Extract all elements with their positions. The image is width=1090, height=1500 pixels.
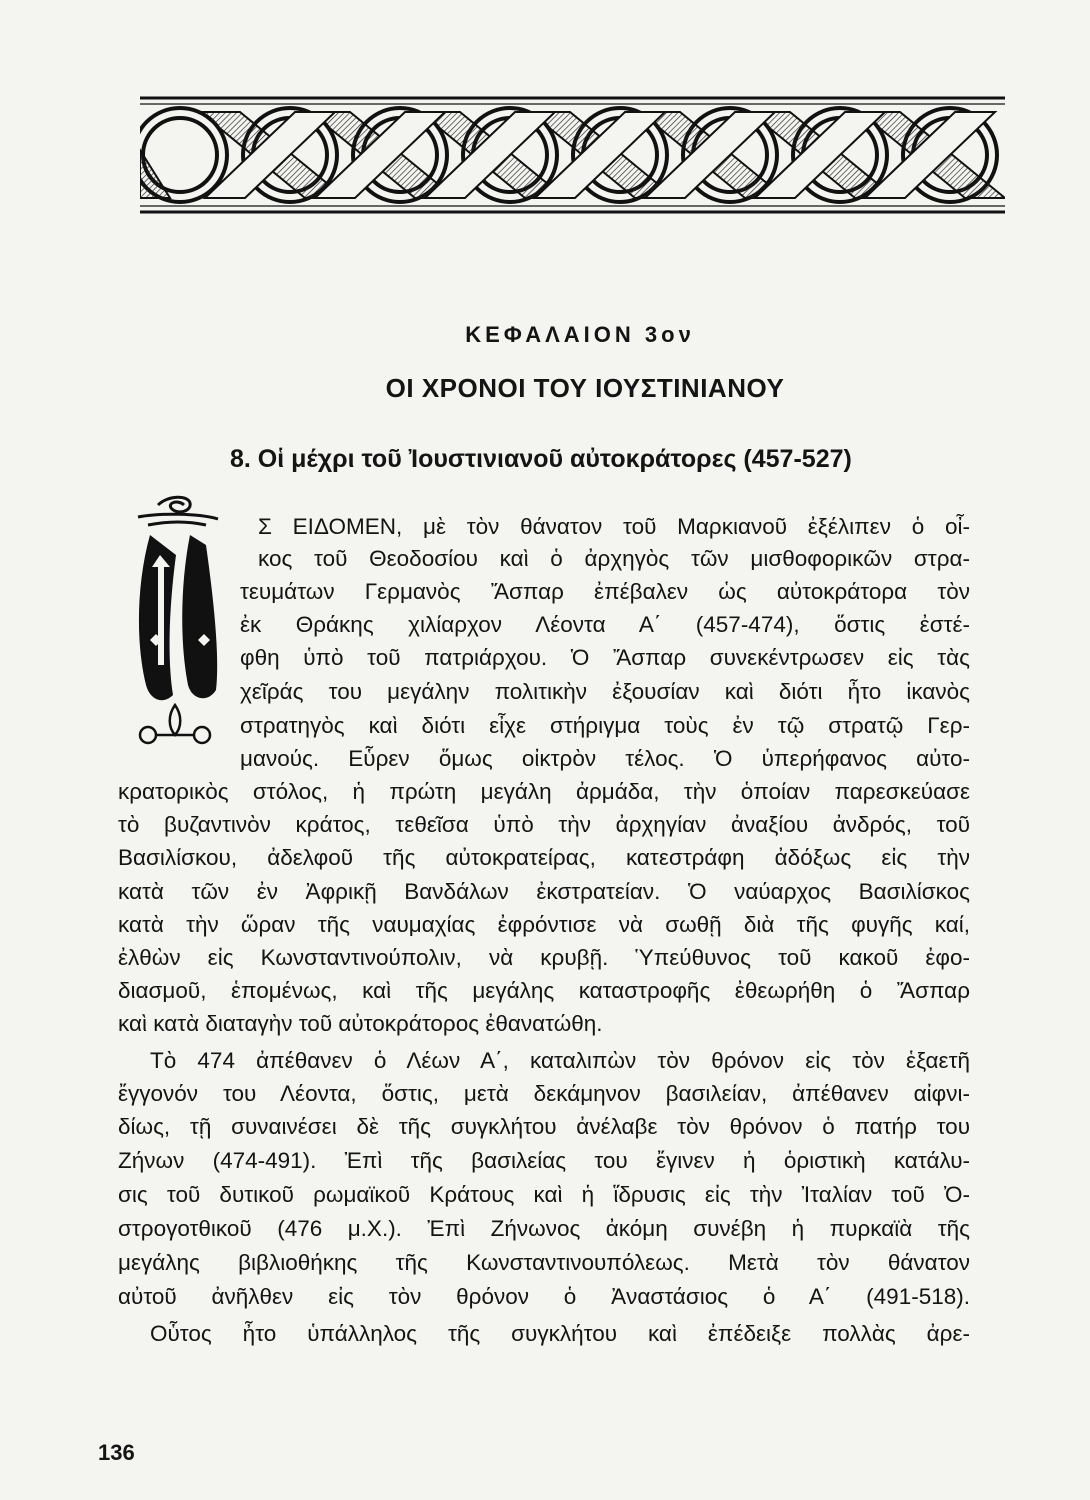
body-line: κατὰ τὴν ὥραν τῆς ναυμαχίας ἐφρόντισε νὰ σωθῇ διὰ τῆς φυγῆς καί, [118,912,970,937]
body-line: καὶ κατὰ διαταγὴν τοῦ αὐτοκράτορος ἐθανατώθη. [118,1011,603,1036]
interlace-border-ornament [140,90,1005,220]
body-line: ἐκ Θράκης χιλίαρχον Λέοντα Α΄ (457-474), ὅστις ἐστέ- [240,612,970,637]
body-line: Βασιλίσκου, ἀδελφοῦ τῆς αὐτοκρατείρας, κατεστράφη ἀδόξως εἰς τὴν [118,845,970,870]
decorative-initial-ornament [128,495,223,765]
body-line: Τὸ 474 ἀπέθανεν ὁ Λέων Α΄, καταλιπὼν τὸν θρόνον εἰς τὸν ἑξαετῆ [150,1048,970,1073]
body-line: μανούς. Εὗρεν ὅμως οἰκτρὸν τέλος. Ὁ ὑπερήφανος αὐτο- [240,746,970,771]
body-line: κατὰ τῶν ἐν Ἀφρικῇ Βανδάλων ἐκστρατείαν. Ὁ ναύαρχος Βασιλίσκος [118,879,970,904]
body-line: Σ ΕΙΔΟΜΕΝ, μὲ τὸν θάνατον τοῦ Μαρκιανοῦ ἐξέλιπεν ὁ οἶ- [258,514,970,539]
body-line: Οὗτος ἦτο ὑπάλληλος τῆς συγκλήτου καὶ ἐπέδειξε πολλὰς ἀρε- [150,1321,970,1346]
body-line: κος τοῦ Θεοδοσίου καὶ ὁ ἀρχηγὸς τῶν μισθοφορικῶν στρα- [258,546,970,571]
body-line: ἐλθὼν εἰς Κωνσταντινούπολιν, νὰ κρυβῇ. Ὑπεύθυνος τοῦ κακοῦ ἐφο- [118,945,970,970]
page-number: 136 [98,1440,135,1465]
chapter-title: ΟΙ ΧΡΟΝΟΙ ΤΟΥ ΙΟΥΣΤΙΝΙΑΝΟΥ [385,373,785,403]
body-line: Ζήνων (474-491). Ἐπὶ τῆς βασιλείας του ἔγινεν ἡ ὁριστικὴ κατάλυ- [118,1148,970,1173]
body-line: σις τοῦ δυτικοῦ ρωμαϊκοῦ Κράτους καὶ ἡ ἵδρυσις εἰς τὴν Ἰταλίαν τοῦ Ὀ- [118,1182,970,1207]
body-line: στρατηγὸς καὶ διότι εἶχε στήριγμα τοὺς ἐν τῷ στρατῷ Γερ- [240,713,970,738]
body-line: δίως, τῇ συναινέσει δὲ τῆς συγκλήτου ἀνέλαβε τὸν θρόνον ὁ πατήρ του [118,1114,970,1139]
body-line: στρογοτθικοῦ (476 μ.Χ.). Ἐπὶ Ζήνωνος ἀκόμη συνέβη ἡ πυρκαϊὰ τῆς [118,1216,970,1241]
chapter-label: ΚΕΦΑΛΑΙΟΝ 3ον [465,322,695,347]
body-line: τευμάτων Γερμανὸς Ἄσπαρ ἐπέβαλεν ὡς αὐτοκράτορα τὸν [240,579,970,604]
body-line: ἔγγονόν του Λέοντα, ὅστις, μετὰ δεκάμηνον βασιλείαν, ἀπέθανεν αἰφνι- [118,1081,970,1106]
body-line: φθη ὑπὸ τοῦ πατριάρχου. Ὁ Ἄσπαρ συνεκέντρωσεν εἰς τὰς [240,645,970,670]
body-line: αὐτοῦ ἀνῆλθεν εἰς τὸν θρόνον ὁ Ἀναστάσιος ὁ Α΄ (491-518). [118,1284,970,1309]
body-line: τὸ βυζαντινὸν κράτος, τεθεῖσα ὑπὸ τὴν ἀρχηγίαν ἀναξίου ἀνδρός, τοῦ [118,812,970,837]
body-line: κρατορικὸς στόλος, ἡ πρώτη μεγάλη ἀρμάδα, τὴν ὁποίαν παρεσκεύασε [118,779,970,804]
body-line: χεῖράς του μεγάλην πολιτικὴν ἐξουσίαν καὶ διότι ἦτο ἱκανὸς [240,679,970,704]
section-heading: 8. Οἱ μέχρι τοῦ Ἰουστινιανοῦ αὐτοκράτορες (457-527) [230,445,852,473]
body-line: διασμοῦ, ἑπομένως, καὶ τῆς μεγάλης καταστροφῆς ἐθεωρήθη ὁ Ἄσπαρ [118,978,970,1003]
body-line: μεγάλης βιβλιοθήκης τῆς Κωνσταντινουπόλεως. Μετὰ τὸν θάνατον [118,1250,970,1275]
